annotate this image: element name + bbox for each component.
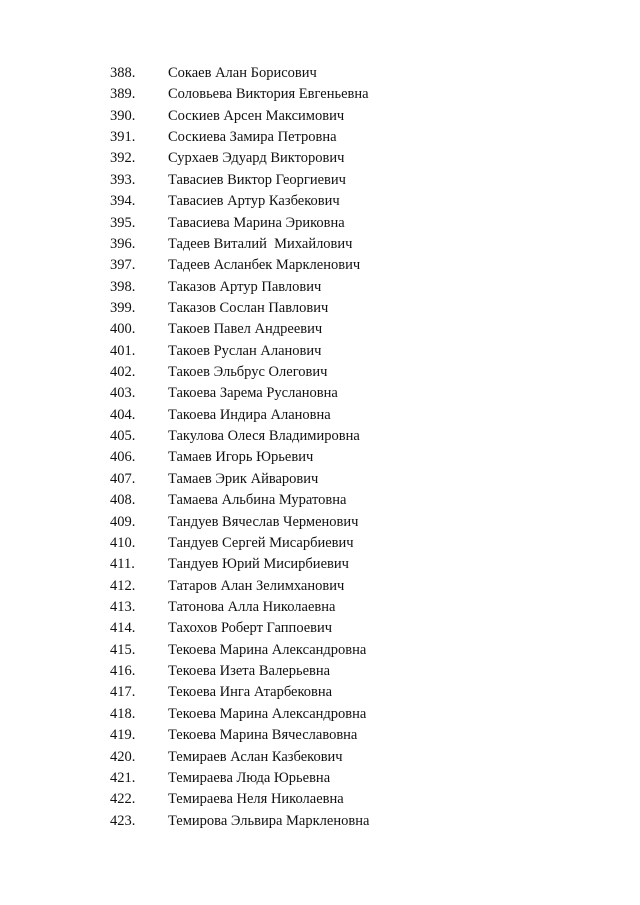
- entry-number: 395.: [110, 214, 136, 231]
- list-item: [110, 255, 369, 276]
- entry-name: Татонова Алла Николаевна: [168, 598, 336, 615]
- entry-number: 392.: [110, 150, 136, 167]
- entry-number: 388.: [110, 65, 136, 81]
- entry-number: 389.: [110, 86, 136, 103]
- list-item: [110, 106, 369, 127]
- entry-name: Темираева Люда Юрьевна: [168, 769, 331, 786]
- list-item: [110, 362, 369, 383]
- entry-name: Тамаева Альбина Муратовна: [168, 492, 347, 509]
- list-item: [110, 725, 369, 746]
- entry-name: Таказов Артур Павлович: [168, 278, 322, 295]
- list-item: [110, 661, 369, 682]
- entry-name: Сокаев Алан Борисович: [168, 65, 317, 81]
- list-item: [110, 127, 369, 148]
- list-item: [110, 191, 369, 212]
- entry-number: 417.: [110, 684, 136, 701]
- entry-number: 421.: [110, 769, 136, 786]
- entry-name: Соскиева Замира Петровна: [168, 129, 337, 146]
- list-item: [110, 576, 369, 597]
- list-item: [110, 469, 369, 490]
- entry-name: Темираева Неля Николаевна: [168, 791, 344, 808]
- entry-name: Тавасиева Марина Эриковна: [168, 214, 345, 231]
- list-item: [110, 63, 369, 84]
- list-item: [110, 234, 369, 255]
- entry-number: 399.: [110, 299, 136, 316]
- entry-name: Такулова Олеся Владимировна: [168, 428, 360, 445]
- entry-number: 393.: [110, 171, 136, 188]
- entry-name: Соловьева Виктория Евгеньевна: [168, 86, 369, 103]
- entry-name: Текоева Марина Александровна: [168, 705, 367, 722]
- list-item: [110, 554, 369, 575]
- list-item: [110, 618, 369, 639]
- name-list: [110, 63, 369, 832]
- entry-number: 409.: [110, 513, 136, 530]
- entry-number: 415.: [110, 641, 136, 658]
- entry-name: Тандуев Вячеслав Черменович: [168, 513, 359, 530]
- list-item: [110, 341, 369, 362]
- entry-number: 416.: [110, 663, 136, 680]
- entry-name: Тахохов Роберт Гаппоевич: [168, 620, 333, 637]
- entry-number: 405.: [110, 428, 136, 445]
- list-item: [110, 277, 369, 298]
- entry-name: Текоева Марина Вячеславовна: [168, 727, 358, 744]
- list-item: [110, 319, 369, 340]
- list-item: [110, 447, 369, 468]
- entry-number: 401.: [110, 342, 136, 359]
- entry-number: 406.: [110, 449, 136, 466]
- entry-name: Тамаев Игорь Юрьевич: [168, 449, 314, 466]
- list-item: [110, 789, 369, 810]
- list-item: [110, 490, 369, 511]
- entry-name: Тавасиев Артур Казбекович: [168, 193, 340, 210]
- list-item: [110, 682, 369, 703]
- entry-name: Такоев Эльбрус Олегович: [168, 364, 328, 381]
- entry-number: 411.: [110, 556, 135, 573]
- entry-number: 400.: [110, 321, 136, 338]
- list-item: [110, 298, 369, 319]
- entry-number: 412.: [110, 577, 136, 594]
- entry-name: Тамаев Эрик Айварович: [168, 470, 319, 487]
- entry-name: Текоева Марина Александровна: [168, 641, 367, 658]
- entry-number: 419.: [110, 727, 136, 744]
- list-item: [110, 811, 369, 832]
- list-item: [110, 533, 369, 554]
- entry-name: Тадеев Виталий Михайлович: [168, 235, 353, 252]
- entry-number: 410.: [110, 534, 136, 551]
- entry-name: Сурхаев Эдуард Викторович: [168, 150, 345, 167]
- list-item: [110, 84, 369, 105]
- entry-name: Соскиев Арсен Максимович: [168, 107, 345, 124]
- entry-name: Тандуев Юрий Мисирбиевич: [168, 556, 349, 573]
- entry-number: 420.: [110, 748, 136, 765]
- list-item: [110, 426, 369, 447]
- entry-name: Такоева Зарема Руслановна: [168, 385, 338, 402]
- entry-number: 414.: [110, 620, 136, 637]
- list-item: [110, 148, 369, 169]
- list-item: [110, 512, 369, 533]
- list-item: [110, 768, 369, 789]
- entry-name: Такоев Руслан Аланович: [168, 342, 322, 359]
- entry-number: 398.: [110, 278, 136, 295]
- list-item: [110, 747, 369, 768]
- entry-name: Таказов Сослан Павлович: [168, 299, 329, 316]
- entry-name: Татаров Алан Зелимханович: [168, 577, 345, 594]
- list-item: [110, 640, 369, 661]
- entry-number: 397.: [110, 257, 136, 274]
- entry-name: Текоева Изета Валерьевна: [168, 663, 331, 680]
- entry-number: 418.: [110, 705, 136, 722]
- entry-name: Такоева Индира Алановна: [168, 406, 331, 423]
- entry-number: 408.: [110, 492, 136, 509]
- list-item: [110, 213, 369, 234]
- entry-number: 394.: [110, 193, 136, 210]
- list-item: [110, 704, 369, 725]
- list-item: [110, 170, 369, 191]
- entry-number: 422.: [110, 791, 136, 808]
- entry-number: 390.: [110, 107, 136, 124]
- entry-number: 402.: [110, 364, 136, 381]
- entry-number: 391.: [110, 129, 136, 146]
- entry-number: 404.: [110, 406, 136, 423]
- entry-number: 403.: [110, 385, 136, 402]
- entry-name: Тавасиев Виктор Георгиевич: [168, 171, 346, 188]
- entry-name: Такоев Павел Андреевич: [168, 321, 323, 338]
- list-item: [110, 383, 369, 404]
- list-item: [110, 597, 369, 618]
- entry-number: 407.: [110, 470, 136, 487]
- entry-name: Темирова Эльвира Маркленовна: [168, 812, 370, 829]
- entry-name: Темираев Аслан Казбекович: [168, 748, 343, 765]
- entry-number: 396.: [110, 235, 136, 252]
- list-item: [110, 405, 369, 426]
- entry-number: 423.: [110, 812, 136, 829]
- entry-number: 413.: [110, 598, 136, 615]
- entry-name: Тандуев Сергей Мисарбиевич: [168, 534, 354, 551]
- entry-name: Тадеев Асланбек Маркленович: [168, 257, 361, 274]
- entry-name: Текоева Инга Атарбековна: [168, 684, 333, 701]
